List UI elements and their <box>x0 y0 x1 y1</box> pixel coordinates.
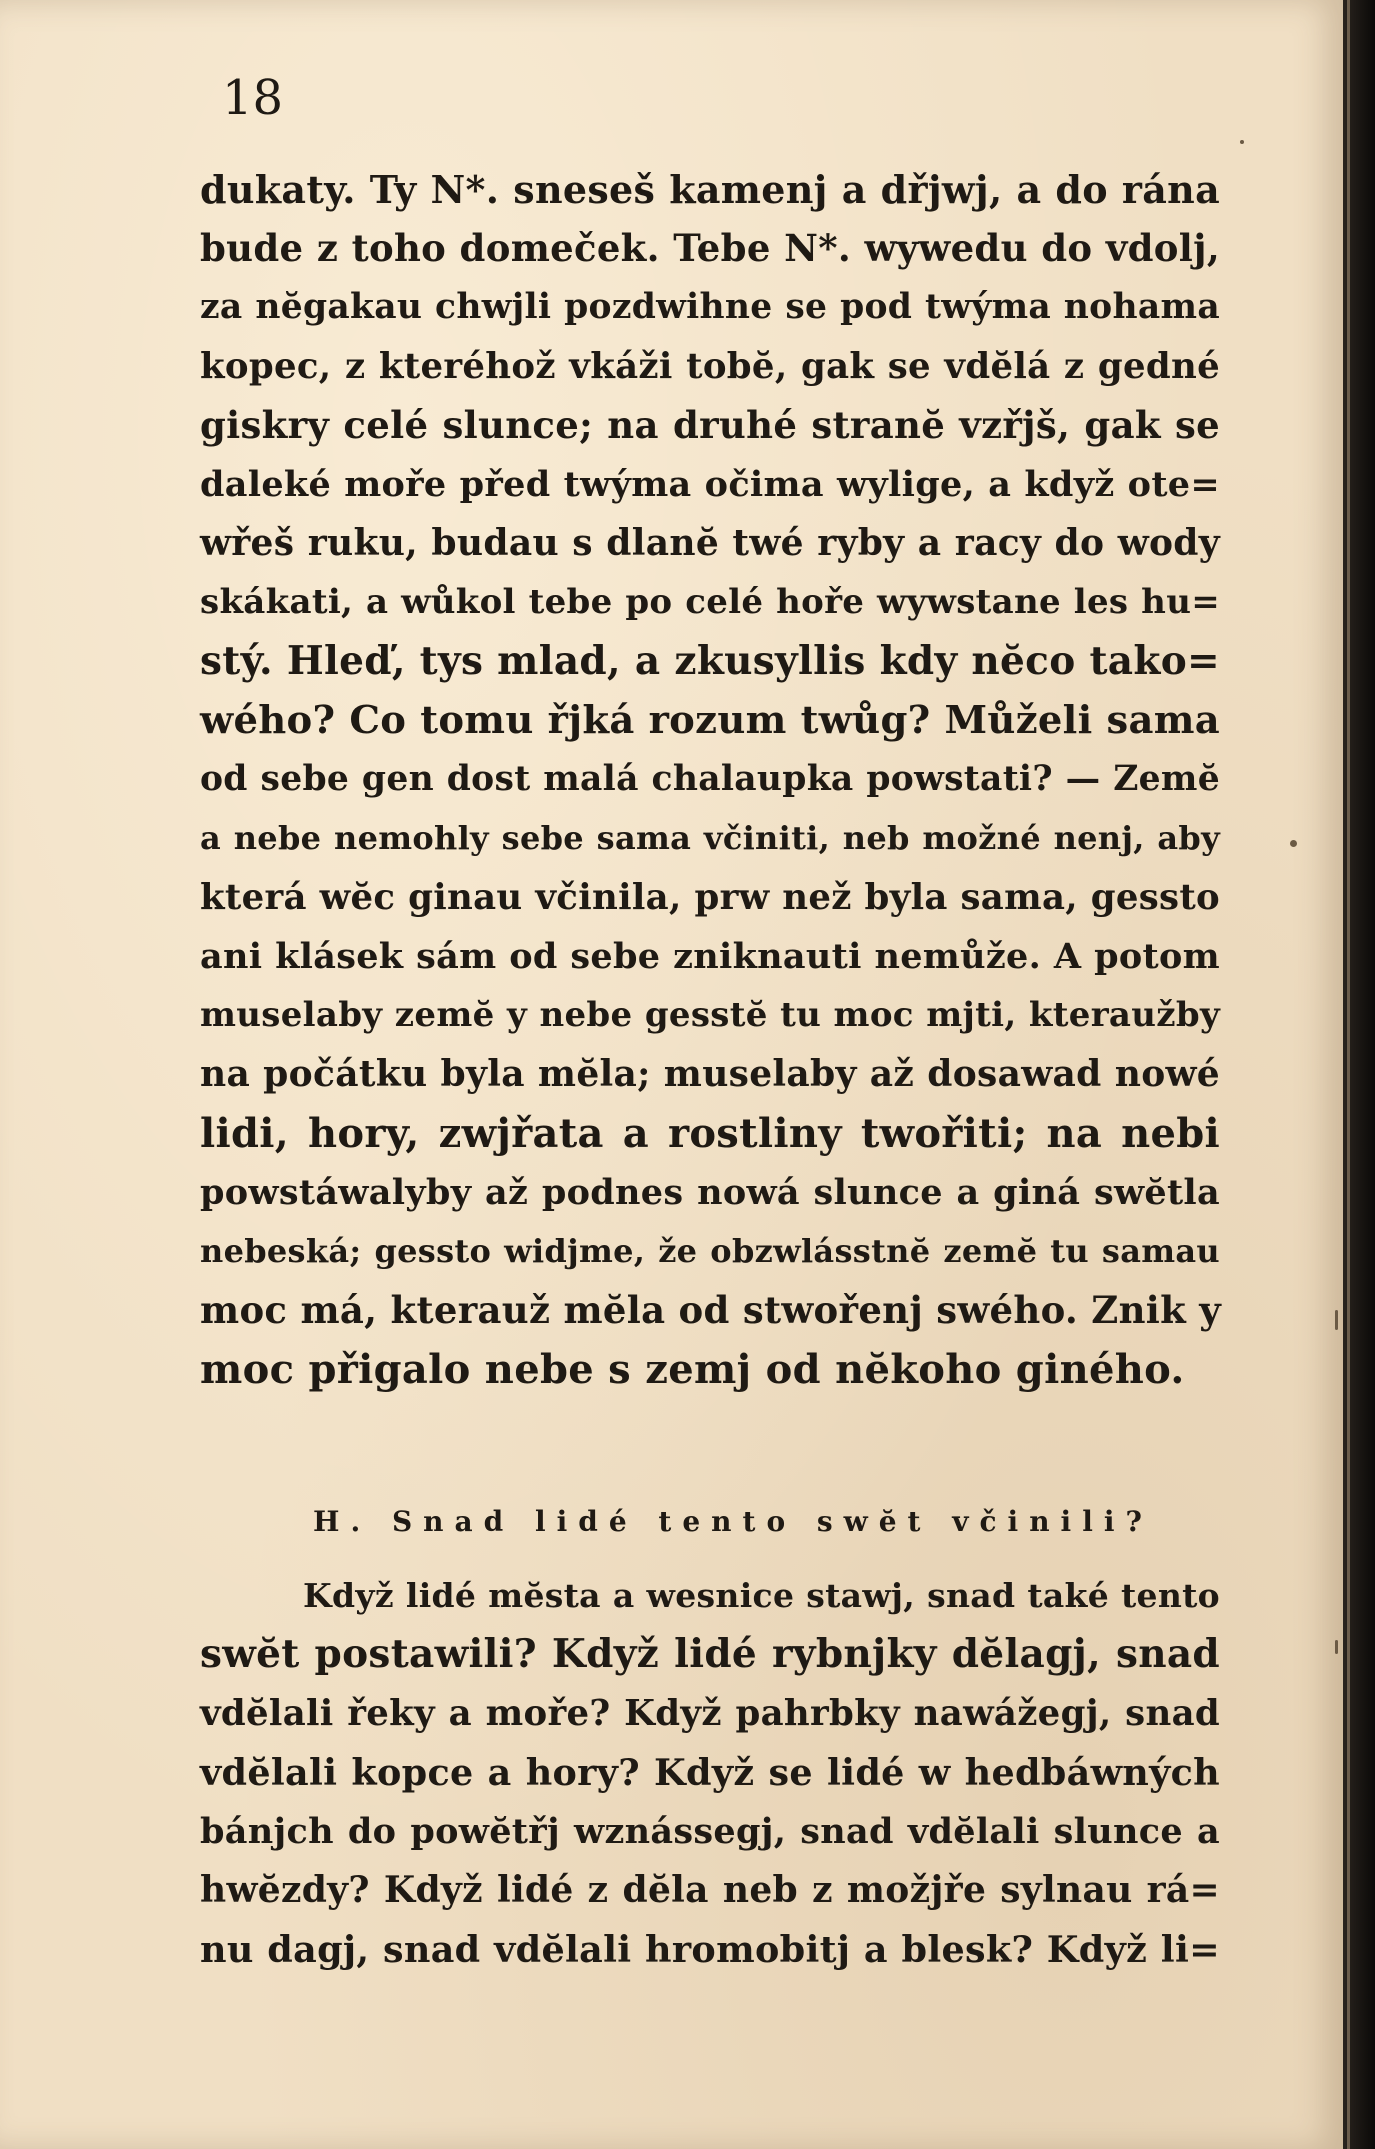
text-line: ani klásek sám od sebe zniknauti nemůže. A potom <box>200 936 1220 977</box>
section-heading: H. Snad lidé tento swĕt včinili? <box>313 1505 1153 1538</box>
paper-speck <box>1240 140 1244 144</box>
page-number: 18 <box>222 70 284 126</box>
paper-speck <box>1290 840 1297 847</box>
text-line: od sebe gen dost malá chalaupka powstati? — Zemĕ <box>200 759 1220 799</box>
text-line: moc má, kterauž mĕla od stwořenj swého. Znik y <box>200 1288 1222 1332</box>
text-line: giskry celé slunce; na druhé stranĕ vzřjš, gak se <box>200 403 1220 447</box>
text-line: nu dagj, snad vdĕlali hromobitj a blesk? Když li= <box>200 1928 1220 1971</box>
text-line: daleké moře před twýma očima wylige, a když ote= <box>200 464 1220 505</box>
text-line: wřeš ruku, budau s dlanĕ twé ryby a racy do wody <box>200 522 1220 564</box>
text-line: muselaby zemĕ y nebe gesstĕ tu moc mjti, kteraužby <box>200 995 1220 1035</box>
text-line: swĕt postawili? Když lidé rybnjky dĕlagj, snad <box>200 1631 1220 1677</box>
text-line: kopec, z kteréhož vkáži tobĕ, gak se vdĕlá z gedné <box>200 346 1220 387</box>
text-line: a nebe nemohly sebe sama včiniti, neb možné nenj, aby <box>200 819 1220 857</box>
text-line: nebeská; gessto widjme, že obzwlásstnĕ zemĕ tu samau <box>200 1232 1220 1270</box>
text-line: skákati, a wůkol tebe po celé hoře wywstane les hu= <box>200 582 1220 622</box>
paper-speck <box>1335 1640 1338 1654</box>
paragraph-1 <box>200 160 1220 1399</box>
paper-speck <box>1335 1310 1338 1330</box>
text-line: powstáwalyby až podnes nowá slunce a giná swĕtla <box>200 1172 1220 1213</box>
paragraph-2 <box>200 1566 1220 1979</box>
text-line: wého? Co tomu řjká rozum twůg? Můželi sama <box>200 698 1220 743</box>
text-line: vdĕlali kopce a hory? Když se lidé w hedbáwných <box>200 1751 1220 1794</box>
text-line: stý. Hleď, tys mlad, a zkusyllis kdy nĕco tako= <box>200 638 1220 684</box>
text-line: bánjch do powĕtřj wznássegj, snad vdĕlali slunce a <box>200 1811 1220 1852</box>
text-line: která wĕc ginau včinila, prw než byla sama, gessto <box>200 877 1220 918</box>
text-line: moc přigalo nebe s zemj od nĕkoho giného. <box>200 1346 1185 1393</box>
text-line: lidi, hory, zwjřata a rostliny twořiti; na nebi <box>200 1110 1220 1157</box>
text-line: Když lidé mĕsta a wesnice stawj, snad také tento <box>303 1576 1220 1615</box>
text-line: dukaty. Ty N*. sneseš kamenj a dřjwj, a do rána <box>200 167 1220 212</box>
text-line: hwĕzdy? Když lidé z dĕla neb z možjře sylnau rá= <box>200 1869 1220 1911</box>
text-line: na počátku byla mĕla; muselaby až dosawad nowé <box>200 1053 1220 1095</box>
text-line: za nĕgakau chwjli pozdwihne se pod twýma nohama <box>200 287 1220 327</box>
page-edge-shadow <box>1343 0 1375 2149</box>
text-line: vdĕlali řeky a moře? Když pahrbky nawážegj, snad <box>200 1693 1220 1734</box>
text-line: bude z toho domeček. Tebe N*. wywedu do vdolj, <box>200 226 1220 270</box>
